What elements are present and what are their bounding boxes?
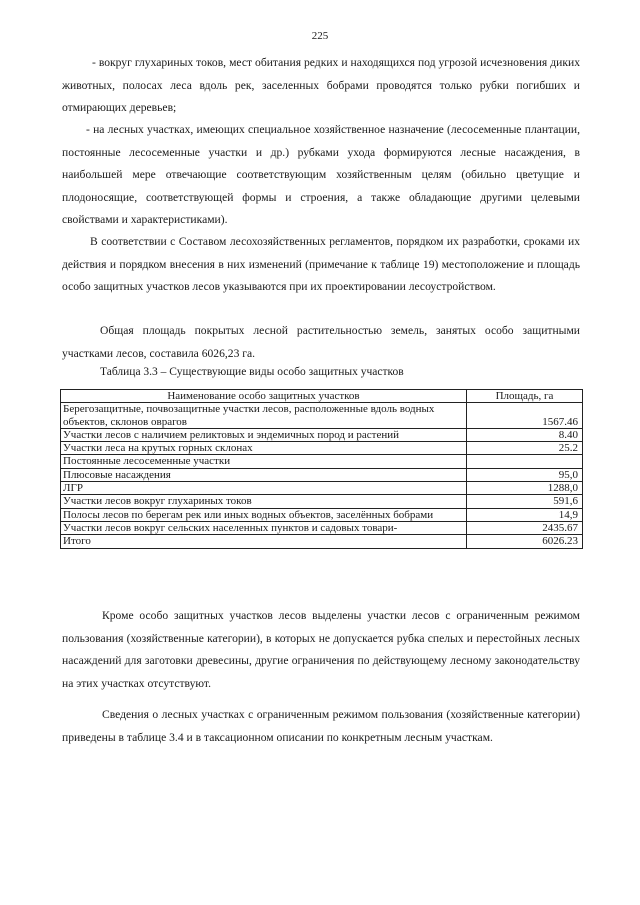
table-row (61, 508, 583, 521)
row-name: Плюсовые насаждения (61, 468, 467, 481)
paragraph-special-purpose-areas: - на лесных участках, имеющих специальное хозяйственное назначение (лесосеменные плантации, постоянные лесосеменные участки и др.) рубками ухода формируются лесные насаждения, в наибольшей мере отвечающие соответствующим хозяйственным целям (обильно цветущие и плодоносящие, соответствующей формы и строения, а также обладающие другими целевыми свойствами и характеристиками). (62, 123, 580, 226)
table-row (61, 442, 583, 455)
header-name: Наименование особо защитных участков (61, 390, 467, 403)
table-total-row (61, 535, 583, 548)
row-area: 25.2 (467, 442, 583, 455)
row-area: 95,0 (467, 468, 583, 481)
table-row (61, 468, 583, 481)
row-name: Участки лесов с наличием реликтовых и эндемичных пород и растений (61, 428, 467, 441)
row-name: Итого (61, 535, 467, 548)
row-area: 8.40 (467, 428, 583, 441)
paragraph-grouse-areas: - вокруг глухариных токов, мест обитания редких и находящихся под угрозой исчезновения диких животных, полосах леса вдоль рек, заселенных бобрами проводятся только рубки погибших и отмирающих деревьев; (62, 56, 580, 114)
row-name: Участки леса на крутых горных склонах (61, 442, 467, 455)
table-row (61, 403, 583, 429)
table-caption: Таблица 3.3 – Существующие виды особо защитных участков (100, 366, 404, 378)
table-row (61, 428, 583, 441)
page-number: 225 (311, 30, 329, 42)
row-name: ЛГР (61, 482, 467, 495)
paragraph-total-area: Общая площадь покрытых лесной растительностью земель, занятых особо защитными участками лесов, составила 6026,23 га. (62, 324, 580, 360)
table-row (61, 482, 583, 495)
row-name: Постоянные лесосеменные участки (61, 455, 467, 468)
row-area: 1567.46 (467, 403, 583, 429)
table-row (61, 521, 583, 534)
row-area: 14,9 (467, 508, 583, 521)
protected-areas-table (60, 389, 583, 549)
table-header-row (61, 390, 583, 403)
paragraph-restricted-use: Кроме особо защитных участков лесов выделены участки лесов с ограниченным режимом пользования (хозяйственные категории), в которых не допускается рубка спелых и перестойных лесных насаждений для заготовки древесины, другие ограничения по действующему лесному законодательству на этих участках отсутствуют. (62, 609, 580, 690)
row-area (467, 455, 583, 468)
paragraph-regulations: В соответствии с Составом лесохозяйственных регламентов, порядком их разработки, сроками их действия и порядком внесения в них изменений (примечание к таблице 19) местоположение и площадь особо защитных участков лесов указываются при их проектировании лесоустройством. (62, 235, 580, 293)
row-area: 2435.67 (467, 521, 583, 534)
row-name: Полосы лесов по берегам рек или иных водных объектов, заселённых бобрами (61, 508, 467, 521)
paragraph-restricted-info: Сведения о лесных участках с ограниченным режимом пользования (хозяйственные категории) приведены в таблице 3.4 и в таксационном описании по конкретным лесным участкам. (62, 708, 580, 744)
table-row (61, 455, 583, 468)
row-area: 1288,0 (467, 482, 583, 495)
table-row (61, 495, 583, 508)
row-name: Участки лесов вокруг глухариных токов (61, 495, 467, 508)
header-area: Площадь, га (467, 390, 583, 403)
row-area: 591,6 (467, 495, 583, 508)
row-name: Участки лесов вокруг сельских населенных пунктов и садовых товари- (61, 521, 467, 534)
row-area: 6026.23 (467, 535, 583, 548)
row-name: Берегозащитные, почвозащитные участки лесов, расположенные вдоль водных объектов, склонов оврагов (61, 403, 467, 429)
